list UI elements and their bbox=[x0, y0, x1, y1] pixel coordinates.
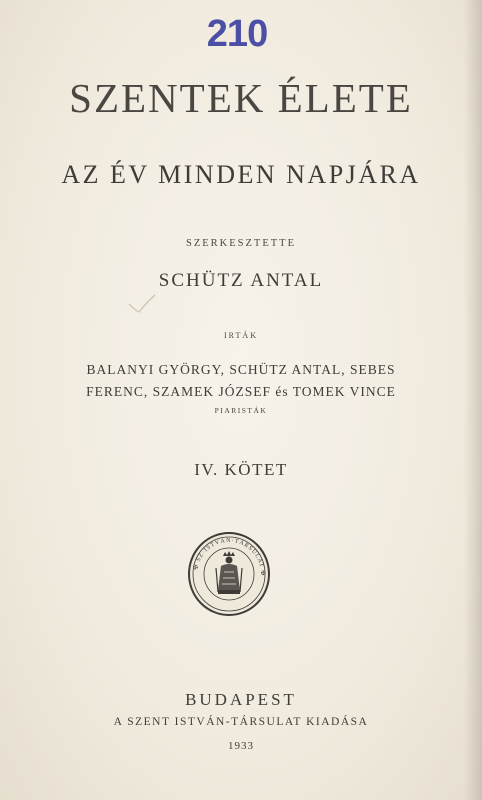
imprint-city: BUDAPEST bbox=[185, 690, 297, 709]
authors-line-1: BALANYI GYÖRGY, SCHÜTZ ANTAL, SEBES bbox=[86, 362, 396, 377]
authors-line-2: FERENC, SZAMEK JÓZSEF és TOMEK VINCE bbox=[86, 384, 396, 399]
svg-text:✠ SZ·ISTVÁN·TÁRSULAT ✠: ✠ SZ·ISTVÁN·TÁRSULAT ✠ bbox=[193, 537, 266, 577]
imprint-publisher: A SZENT ISTVÁN-TÁRSULAT KIADÁSA bbox=[113, 716, 369, 728]
library-stamp: 210 bbox=[206, 13, 268, 55]
authors-label: IRTÁK bbox=[224, 331, 258, 340]
volume-number: IV. KÖTET bbox=[194, 460, 288, 479]
book-subtitle: AZ ÉV MINDEN NAPJÁRA bbox=[61, 160, 421, 189]
religious-order: PIARISTÁK bbox=[214, 406, 268, 415]
book-title: SZENTEK ÉLETE bbox=[69, 75, 413, 121]
imprint-year: 1933 bbox=[228, 740, 254, 752]
pencil-check-mark bbox=[127, 292, 157, 316]
seal-emblem-icon bbox=[188, 532, 270, 616]
editor-name: SCHÜTZ ANTAL bbox=[158, 270, 324, 291]
editor-label: SZERKESZTETTE bbox=[186, 238, 296, 249]
